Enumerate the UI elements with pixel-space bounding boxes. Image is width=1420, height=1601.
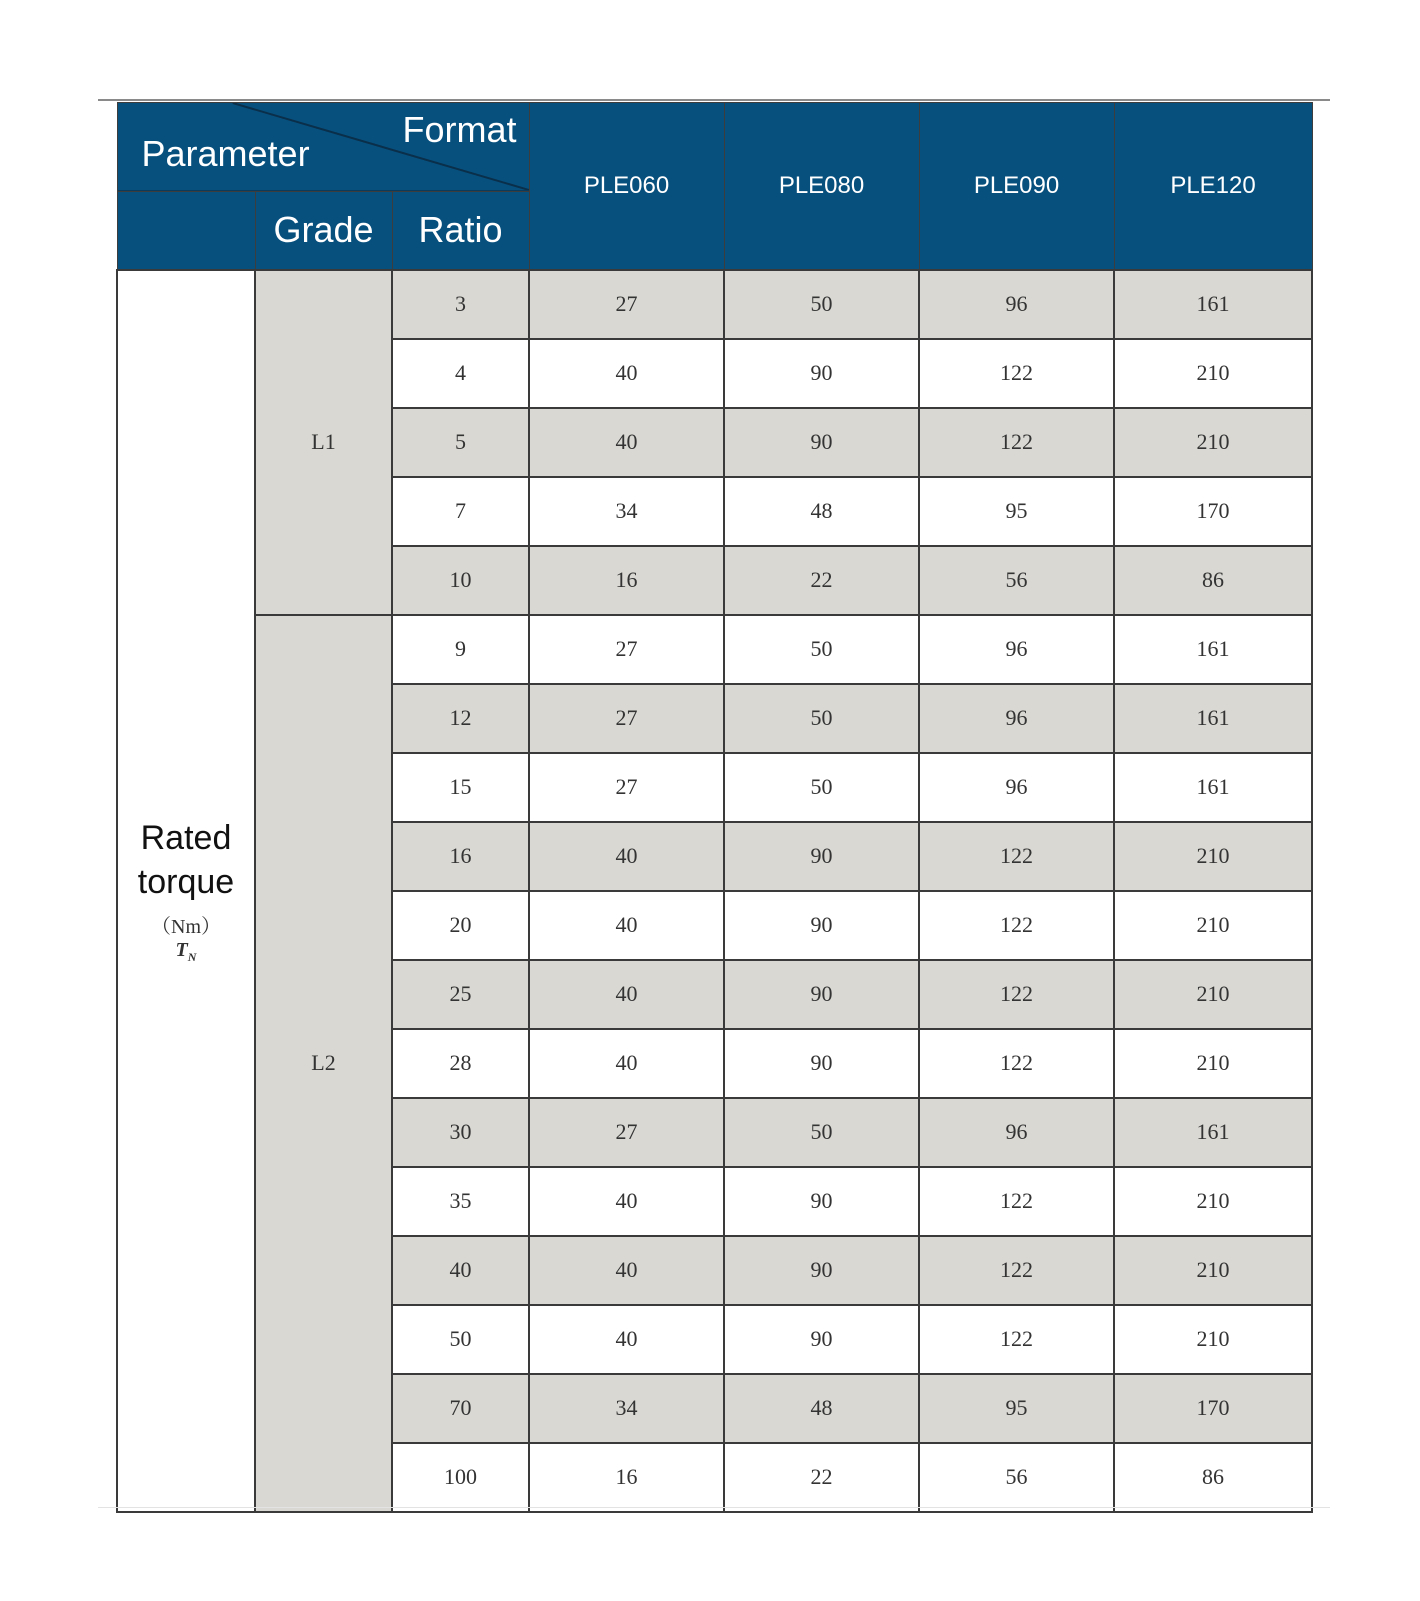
- parameter-unit: （Nm）: [151, 916, 221, 938]
- torque-value-cell: 34: [529, 477, 724, 546]
- torque-value-cell: 40: [529, 1167, 724, 1236]
- grade-header: Grade: [255, 192, 392, 270]
- header-split-cell: [117, 103, 529, 192]
- torque-value-cell: 210: [1114, 822, 1312, 891]
- torque-value-cell: 122: [919, 822, 1114, 891]
- header-blank-cell: [117, 192, 255, 270]
- ratio-cell: 12: [392, 684, 529, 753]
- ratio-cell: 3: [392, 270, 529, 339]
- torque-value-cell: 161: [1114, 753, 1312, 822]
- torque-value-cell: 210: [1114, 891, 1312, 960]
- torque-value-cell: 56: [919, 546, 1114, 615]
- torque-value-cell: 86: [1114, 546, 1312, 615]
- torque-value-cell: 170: [1114, 1374, 1312, 1443]
- parameter-cell: [117, 270, 255, 1512]
- torque-value-cell: 122: [919, 1236, 1114, 1305]
- ratio-cell: 10: [392, 546, 529, 615]
- grade-cell: L1: [255, 270, 392, 615]
- torque-value-cell: 122: [919, 891, 1114, 960]
- parameter-name-line1: Rated: [140, 819, 232, 857]
- torque-value-cell: 50: [724, 753, 919, 822]
- top-rule: [98, 99, 1330, 101]
- model-header-ple120: PLE120: [1114, 103, 1312, 270]
- ratio-cell: 40: [392, 1236, 529, 1305]
- table-header: [117, 103, 1312, 270]
- ratio-cell: 16: [392, 822, 529, 891]
- torque-value-cell: 122: [919, 1305, 1114, 1374]
- torque-value-cell: 22: [724, 546, 919, 615]
- torque-value-cell: 170: [1114, 477, 1312, 546]
- torque-value-cell: 210: [1114, 339, 1312, 408]
- torque-value-cell: 95: [919, 477, 1114, 546]
- ratio-cell: 7: [392, 477, 529, 546]
- torque-value-cell: 90: [724, 1029, 919, 1098]
- rated-torque-table: [116, 102, 1313, 1513]
- ratio-cell: 50: [392, 1305, 529, 1374]
- bottom-rule: [98, 1507, 1330, 1508]
- torque-value-cell: 95: [919, 1374, 1114, 1443]
- torque-value-cell: 27: [529, 684, 724, 753]
- ratio-cell: 4: [392, 339, 529, 408]
- torque-value-cell: 210: [1114, 1167, 1312, 1236]
- torque-value-cell: 161: [1114, 684, 1312, 753]
- model-header-ple080: PLE080: [724, 103, 919, 270]
- torque-value-cell: 40: [529, 1236, 724, 1305]
- table-body: [117, 270, 1312, 1512]
- torque-value-cell: 210: [1114, 1305, 1312, 1374]
- torque-value-cell: 210: [1114, 960, 1312, 1029]
- model-header-ple090: PLE090: [919, 103, 1114, 270]
- torque-value-cell: 56: [919, 1443, 1114, 1512]
- torque-value-cell: 90: [724, 1236, 919, 1305]
- ratio-cell: 100: [392, 1443, 529, 1512]
- torque-value-cell: 122: [919, 339, 1114, 408]
- parameter-symbol-letter: T: [175, 939, 188, 961]
- table-row: [117, 615, 1312, 684]
- torque-value-cell: 48: [724, 477, 919, 546]
- grade-cell: L2: [255, 615, 392, 1512]
- torque-value-cell: 50: [724, 615, 919, 684]
- ratio-cell: 70: [392, 1374, 529, 1443]
- torque-value-cell: 22: [724, 1443, 919, 1512]
- torque-value-cell: 122: [919, 408, 1114, 477]
- torque-value-cell: 27: [529, 1098, 724, 1167]
- ratio-cell: 9: [392, 615, 529, 684]
- torque-value-cell: 86: [1114, 1443, 1312, 1512]
- torque-value-cell: 210: [1114, 1236, 1312, 1305]
- torque-value-cell: 90: [724, 1305, 919, 1374]
- torque-value-cell: 16: [529, 1443, 724, 1512]
- torque-value-cell: 122: [919, 960, 1114, 1029]
- torque-value-cell: 90: [724, 891, 919, 960]
- ratio-header: Ratio: [392, 192, 529, 270]
- torque-value-cell: 90: [724, 339, 919, 408]
- torque-value-cell: 40: [529, 1029, 724, 1098]
- parameter-symbol: [118, 939, 254, 965]
- torque-value-cell: 96: [919, 684, 1114, 753]
- torque-value-cell: 27: [529, 270, 724, 339]
- ratio-cell: 28: [392, 1029, 529, 1098]
- torque-value-cell: 34: [529, 1374, 724, 1443]
- torque-value-cell: 90: [724, 408, 919, 477]
- ratio-cell: 30: [392, 1098, 529, 1167]
- torque-value-cell: 40: [529, 960, 724, 1029]
- torque-value-cell: 96: [919, 753, 1114, 822]
- ratio-cell: 15: [392, 753, 529, 822]
- torque-value-cell: 122: [919, 1029, 1114, 1098]
- torque-value-cell: 161: [1114, 270, 1312, 339]
- torque-value-cell: 27: [529, 753, 724, 822]
- parameter-header: Parameter: [141, 133, 310, 174]
- torque-value-cell: 90: [724, 960, 919, 1029]
- torque-value-cell: 210: [1114, 1029, 1312, 1098]
- format-header: Format: [402, 109, 517, 150]
- ratio-cell: 20: [392, 891, 529, 960]
- torque-value-cell: 40: [529, 1305, 724, 1374]
- table-row: [117, 270, 1312, 339]
- torque-value-cell: 161: [1114, 615, 1312, 684]
- parameter-name-line2: torque: [137, 863, 235, 901]
- torque-value-cell: 50: [724, 1098, 919, 1167]
- torque-value-cell: 90: [724, 822, 919, 891]
- torque-value-cell: 48: [724, 1374, 919, 1443]
- torque-value-cell: 40: [529, 891, 724, 960]
- ratio-cell: 5: [392, 408, 529, 477]
- ratio-cell: 25: [392, 960, 529, 1029]
- torque-value-cell: 50: [724, 684, 919, 753]
- model-header-ple060: PLE060: [529, 103, 724, 270]
- torque-value-cell: 122: [919, 1167, 1114, 1236]
- torque-value-cell: 96: [919, 270, 1114, 339]
- torque-value-cell: 96: [919, 1098, 1114, 1167]
- torque-value-cell: 90: [724, 1167, 919, 1236]
- torque-value-cell: 16: [529, 546, 724, 615]
- torque-value-cell: 27: [529, 615, 724, 684]
- torque-value-cell: 40: [529, 339, 724, 408]
- torque-value-cell: 210: [1114, 408, 1312, 477]
- torque-value-cell: 96: [919, 615, 1114, 684]
- torque-value-cell: 161: [1114, 1098, 1312, 1167]
- torque-value-cell: 40: [529, 822, 724, 891]
- torque-value-cell: 50: [724, 270, 919, 339]
- ratio-cell: 35: [392, 1167, 529, 1236]
- parameter-symbol-subscript: N: [187, 950, 197, 964]
- torque-value-cell: 40: [529, 408, 724, 477]
